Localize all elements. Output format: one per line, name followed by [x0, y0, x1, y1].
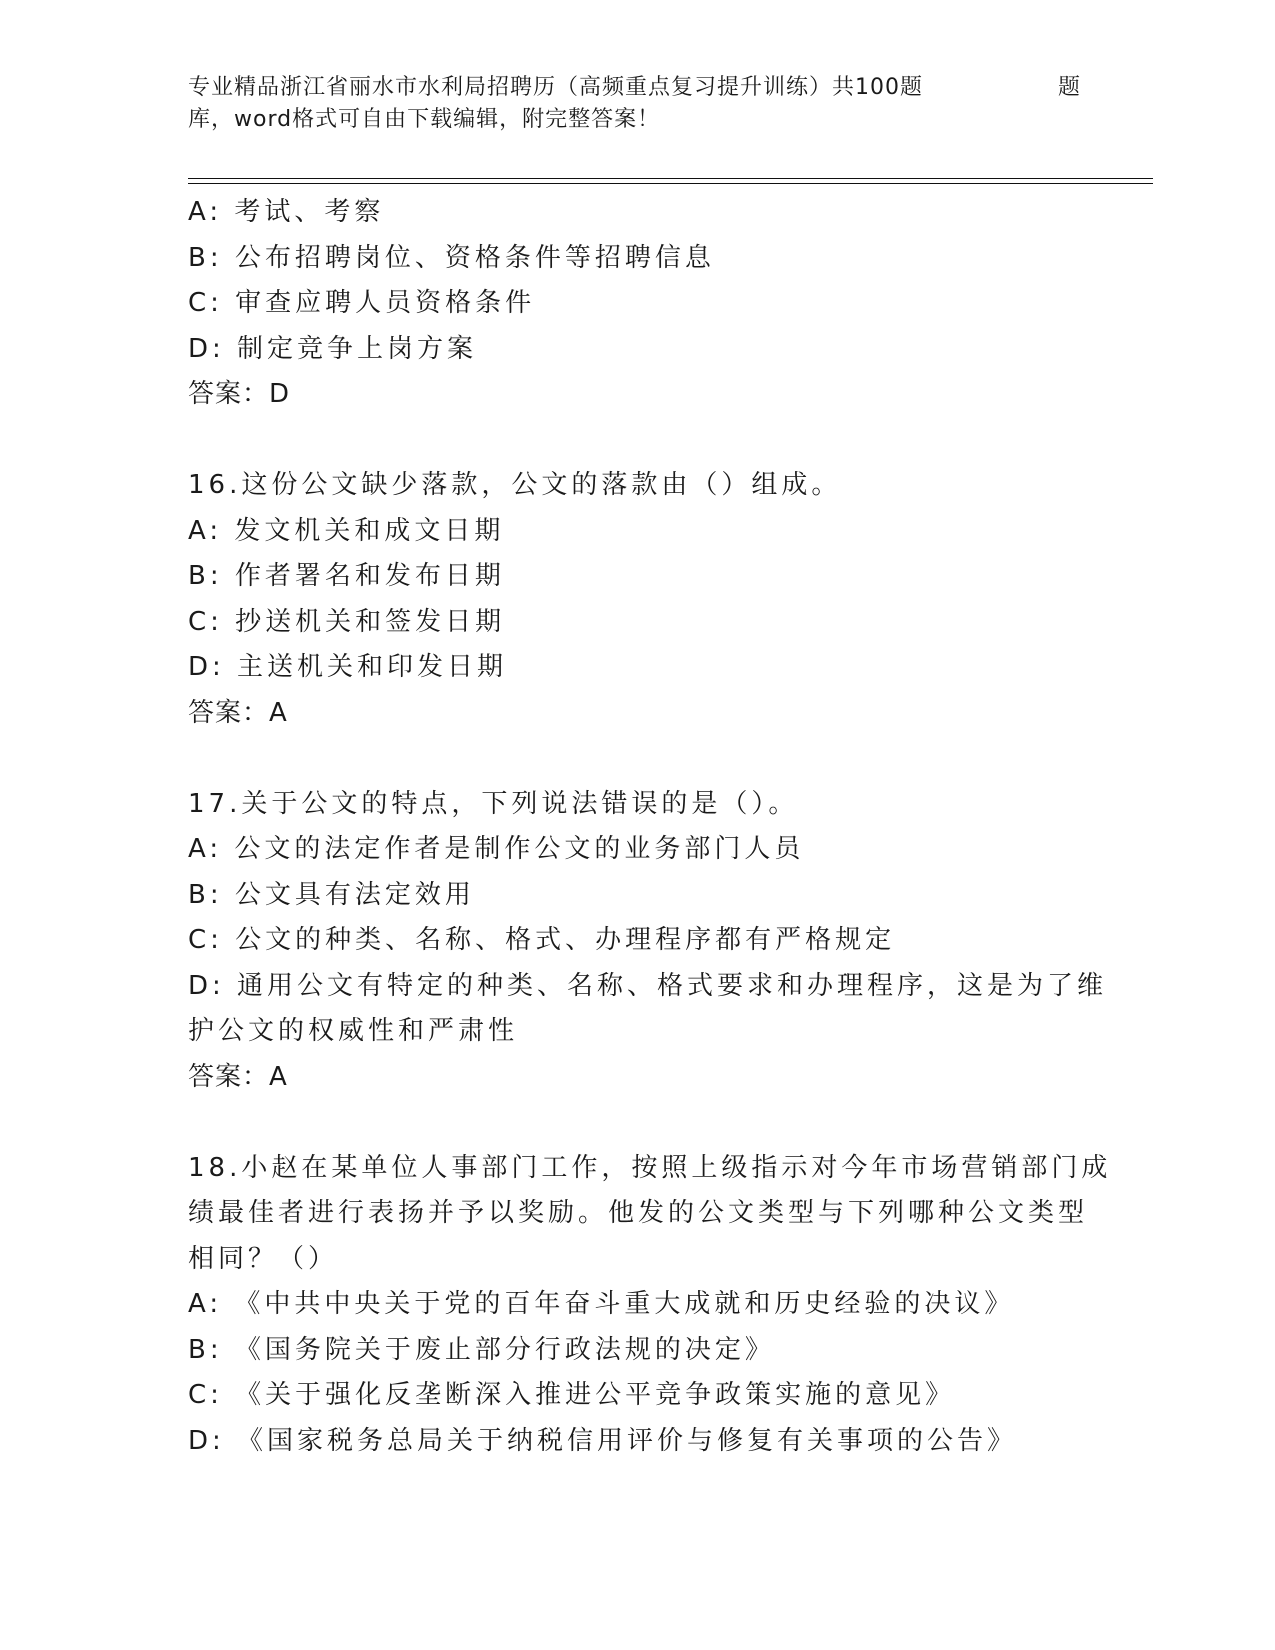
answer: 答案：A [188, 1061, 288, 1092]
question-18 [188, 1146, 1112, 1465]
option-c: C: 《关于强化反垄断深入推进公平竞争政策实施的意见》 [188, 1380, 956, 1410]
option-d: D: 主送机关和印发日期 [188, 652, 508, 682]
spacer [188, 1100, 1088, 1146]
option-d: D: 制定竞争上岗方案 [188, 333, 478, 364]
question-stem-line-2: 绩最佳者进行表扬并予以奖励。他发的公文类型与下列哪种公文类型 [188, 1198, 1089, 1228]
option-c: C: 公文的种类、名称、格式、办理程序都有严格规定 [188, 925, 896, 955]
spacer [188, 418, 1088, 464]
option-a: A: 考试、考察 [188, 197, 385, 227]
option-d: D: 《国家税务总局关于纳税信用评价与修复有关事项的公告》 [188, 1425, 1018, 1456]
question-stem: 17.关于公文的特点，下列说法错误的是（）。 [188, 788, 799, 819]
question-list [188, 190, 1112, 1464]
option-c: C: 审查应聘人员资格条件 [188, 288, 536, 318]
answer: 答案：D [188, 379, 291, 409]
option-a: A: 《中共中央关于党的百年奋斗重大成就和历史经验的决议》 [188, 1289, 1015, 1319]
option-b: B: 公布招聘岗位、资格条件等招聘信息 [188, 242, 715, 273]
document-header [188, 72, 1088, 136]
header-line-1 [188, 72, 1088, 104]
question-16 [188, 463, 1088, 736]
answer: 答案：A [188, 697, 288, 728]
header-rule-bottom [188, 183, 1153, 184]
question-17 [188, 782, 1108, 1101]
header-rule-top [188, 178, 1153, 179]
header-line-2: 库，word格式可自由下载编辑，附完整答案！ [188, 107, 661, 132]
header-title: 专业精品浙江省丽水市水利局招聘历（高频重点复习提升训练）共100题 [188, 75, 923, 100]
option-b: B: 作者署名和发布日期 [188, 561, 505, 591]
option-c: C: 抄送机关和签发日期 [188, 606, 506, 637]
option-b: B: 公文具有法定效用 [188, 879, 475, 910]
option-b: B: 《国务院关于废止部分行政法规的决定》 [188, 1334, 775, 1365]
option-d-line-1: D: 通用公文有特定的种类、名称、格式要求和办理程序，这是为了维 [188, 970, 1108, 1001]
option-d-line-2: 护公文的权威性和严肃性 [188, 1016, 519, 1046]
question-stem-line-3: 相同？（） [188, 1243, 339, 1274]
spacer [188, 736, 1088, 782]
question-15 [188, 190, 1088, 418]
header-trailing-word: 题 [1058, 75, 1082, 100]
question-stem: 16.这份公文缺少落款，公文的落款由（）组成。 [188, 470, 842, 500]
option-a: A: 发文机关和成文日期 [188, 515, 505, 546]
option-a: A: 公文的法定作者是制作公文的业务部门人员 [188, 834, 805, 864]
question-stem-line-1: 18.小赵在某单位人事部门工作，按照上级指示对今年市场营销部门成 [188, 1152, 1112, 1183]
